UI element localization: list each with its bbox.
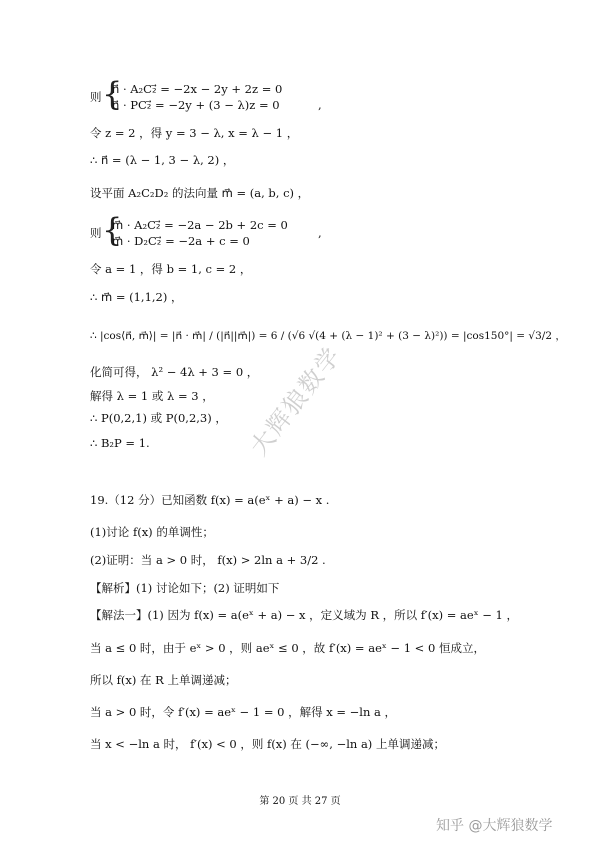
- text-line: ∴ n⃗ = (λ − 1, 3 − λ, 2) ，: [90, 153, 235, 167]
- brace-icon: {: [102, 75, 123, 113]
- system-row-2: n⃗ · PC₂⃗ = −2y + (3 − λ)z = 0: [112, 98, 280, 112]
- problem-title: 19.（12 分）已知函数 f(x) = a(eˣ + a) − x .: [90, 493, 330, 507]
- text-line: 化简可得， λ² − 4λ + 3 = 0 ，: [90, 365, 259, 379]
- text-line: 当 x < −ln a 时， f′(x) < 0 ，则 f(x) 在 (−∞, −ln a) 上单调递减；: [90, 737, 445, 751]
- text-line: ∴ P(0,2,1) 或 P(0,2,3) ，: [90, 411, 227, 425]
- page-footer: 第 20 页 共 27 页: [259, 796, 341, 807]
- text-line: 令 z = 2 ，得 y = 3 − λ, x = λ − 1 ，: [90, 126, 299, 140]
- text-line: 令 a = 1 ，得 b = 1, c = 2 ，: [90, 262, 252, 276]
- text-line: 所以 f(x) 在 R 上单调递减；: [90, 673, 237, 687]
- text-line: ∴ m⃗ = (1,1,2) ，: [90, 290, 183, 304]
- watermark-diagonal: 大辉狼数学: [244, 341, 347, 461]
- brace-icon: {: [102, 211, 123, 249]
- solution-heading: 【解析】(1) 讨论如下；(2) 证明如下: [90, 581, 280, 595]
- system-row-2: m⃗ · D₂C₂⃗ = −2a + c = 0: [112, 234, 250, 248]
- text-line: (1)讨论 f(x) 的单调性；: [90, 525, 214, 539]
- text-line: 解得 λ = 1 或 λ = 3 ，: [90, 389, 214, 403]
- text-line: 当 a > 0 时，令 f′(x) = aeˣ − 1 = 0 ，解得 x = −ln a ，: [90, 705, 397, 719]
- system-label: 则: [90, 90, 102, 104]
- text-line: ∴ B₂P = 1.: [90, 436, 150, 450]
- system-row-1: m⃗ · A₂C₂⃗ = −2a − 2b + 2c = 0: [112, 218, 288, 232]
- text-line: 设平面 A₂C₂D₂ 的法向量 m⃗ = (a, b, c) ，: [90, 186, 310, 200]
- text-line: ∴ |cos⟨n⃗, m⃗⟩| = |n⃗ · m⃗| / (|n⃗||m⃗|) = 6 / (√6 √(4 + (λ − 1)² + (3 − λ)²)) = |cos150°| = √3/2 ，: [90, 330, 566, 342]
- system-tail: ,: [318, 226, 322, 240]
- text-line: 当 a ≤ 0 时，由于 eˣ > 0 ，则 aeˣ ≤ 0 ，故 f′(x) = aeˣ − 1 < 0 恒成立，: [90, 641, 485, 655]
- watermark-corner: 知乎 @大辉狼数学: [436, 818, 553, 834]
- text-line: (2)证明：当 a > 0 时， f(x) > 2ln a + 3/2 .: [90, 553, 326, 567]
- system-tail: ,: [318, 98, 322, 112]
- system-row-1: n⃗ · A₂C₂⃗ = −2x − 2y + 2z = 0: [112, 82, 283, 96]
- system-label: 则: [90, 226, 102, 240]
- text-line: 【解法一】(1) 因为 f(x) = a(eˣ + a) − x ，定义域为 R ，所以 f′(x) = aeˣ − 1 ，: [90, 608, 519, 622]
